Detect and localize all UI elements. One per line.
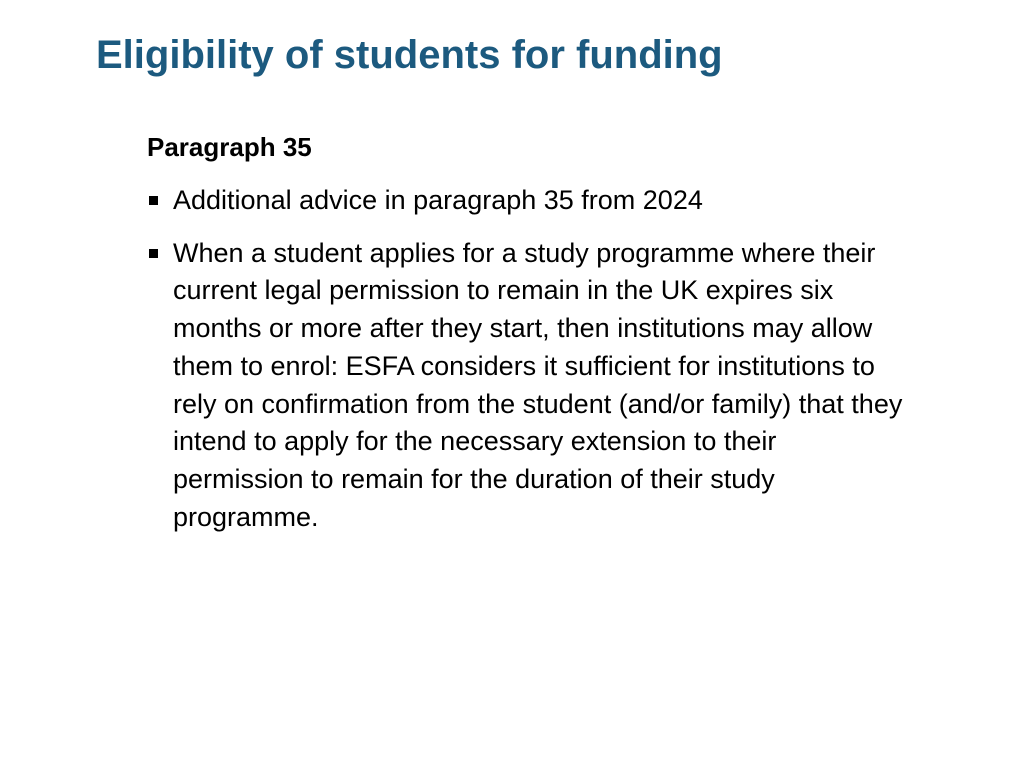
square-bullet-icon bbox=[149, 249, 158, 258]
square-bullet-icon bbox=[149, 196, 158, 205]
bullet-item bbox=[147, 235, 927, 537]
paragraph-heading: Paragraph 35 bbox=[147, 132, 312, 162]
slide-content bbox=[147, 128, 927, 536]
bullet-list bbox=[147, 182, 927, 536]
bullet-item bbox=[147, 182, 927, 220]
bullet-text: When a student applies for a study programme where their current legal permission to remain in the UK expires six months or more after they start, then institutions may allow them to enrol: ESFA considers it sufficient for institutions to rely on confirmation from the student (and/or family) that they intend to apply for the necessary extension to their permission to remain for the duration of their study programme. bbox=[173, 237, 903, 532]
slide-title: Eligibility of students for funding bbox=[96, 33, 723, 77]
bullet-text: Additional advice in paragraph 35 from 2024 bbox=[173, 185, 703, 215]
